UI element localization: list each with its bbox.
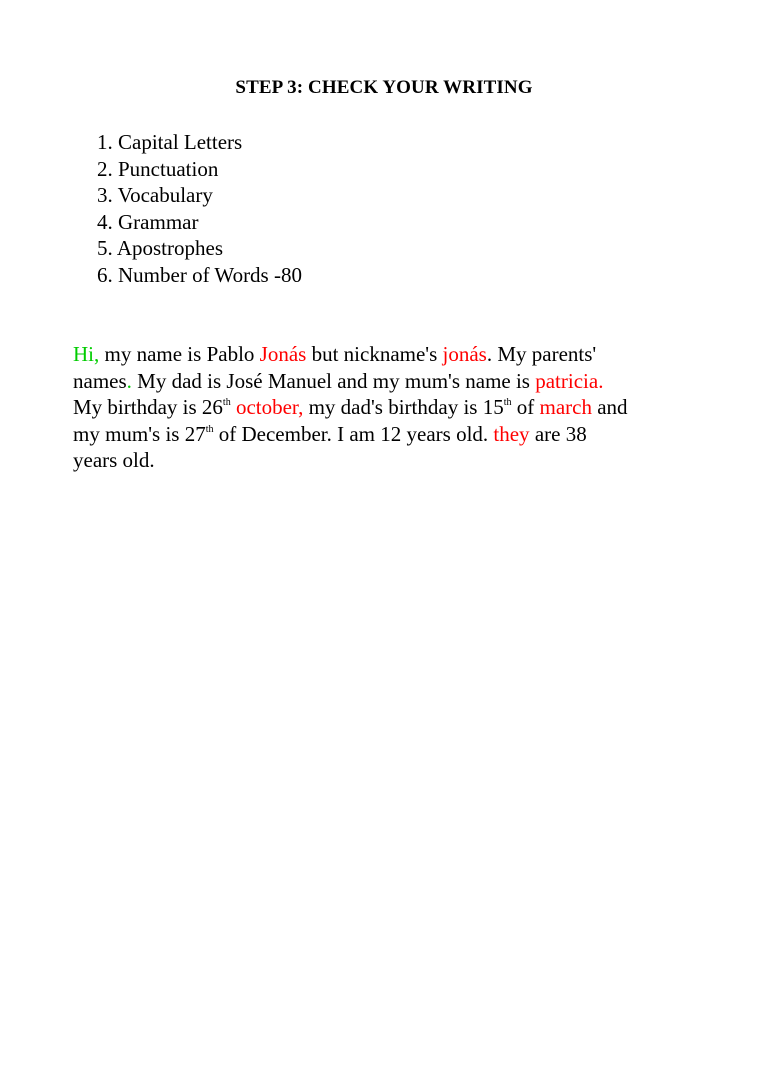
checklist-item: 1. Capital Letters — [97, 130, 243, 154]
checklist — [97, 129, 302, 288]
ordinal-suffix: th — [205, 423, 214, 435]
checklist-item: 3. Vocabulary — [97, 183, 213, 207]
marked-error: Jonás — [259, 342, 307, 366]
paragraph-text: are 38 — [529, 421, 587, 446]
corrected-text: Hi, — [73, 342, 100, 366]
paragraph-line-1 — [73, 341, 713, 368]
checklist-item: 6. Number of Words -80 — [97, 262, 302, 287]
marked-error: they — [493, 421, 530, 446]
marked-error: october, — [230, 395, 304, 419]
ordinal-suffix: th — [222, 397, 231, 408]
ordinal-suffix: th — [503, 397, 512, 408]
checklist-item: 2. Punctuation — [97, 156, 219, 181]
paragraph-text: my mum's is 27 — [73, 421, 206, 446]
checklist-item: 4. Grammar — [97, 209, 199, 234]
paragraph-line-5 — [73, 447, 713, 474]
checklist-item: 5. Apostrophes — [97, 236, 223, 260]
paragraph-line-4 — [73, 421, 713, 448]
paragraph-text: My dad is José Manuel and my mum's name is — [131, 368, 536, 393]
student-paragraph — [73, 341, 713, 474]
paragraph-text: of December. I am 12 years old. — [213, 421, 494, 446]
paragraph-text: and — [591, 395, 628, 419]
paragraph-text: . My parents' — [486, 342, 597, 366]
paragraph-text: my name is Pablo — [99, 342, 260, 366]
document-title: STEP 3: CHECK YOUR WRITING — [235, 77, 533, 98]
paragraph-text: names — [73, 368, 127, 393]
paragraph-line-2 — [73, 368, 713, 395]
paragraph-line-3 — [73, 394, 713, 421]
paragraph-text: of — [511, 395, 540, 419]
paragraph-text: but nickname's — [306, 342, 443, 366]
marked-error: jonás — [442, 342, 487, 366]
marked-error: march — [539, 395, 592, 419]
paragraph-text: my dad's birthday is 15 — [303, 395, 504, 419]
marked-error: patricia. — [535, 368, 604, 393]
paragraph-text: years old. — [73, 448, 155, 472]
paragraph-text: My birthday is 26 — [73, 395, 223, 419]
corrected-text: . — [126, 368, 132, 393]
